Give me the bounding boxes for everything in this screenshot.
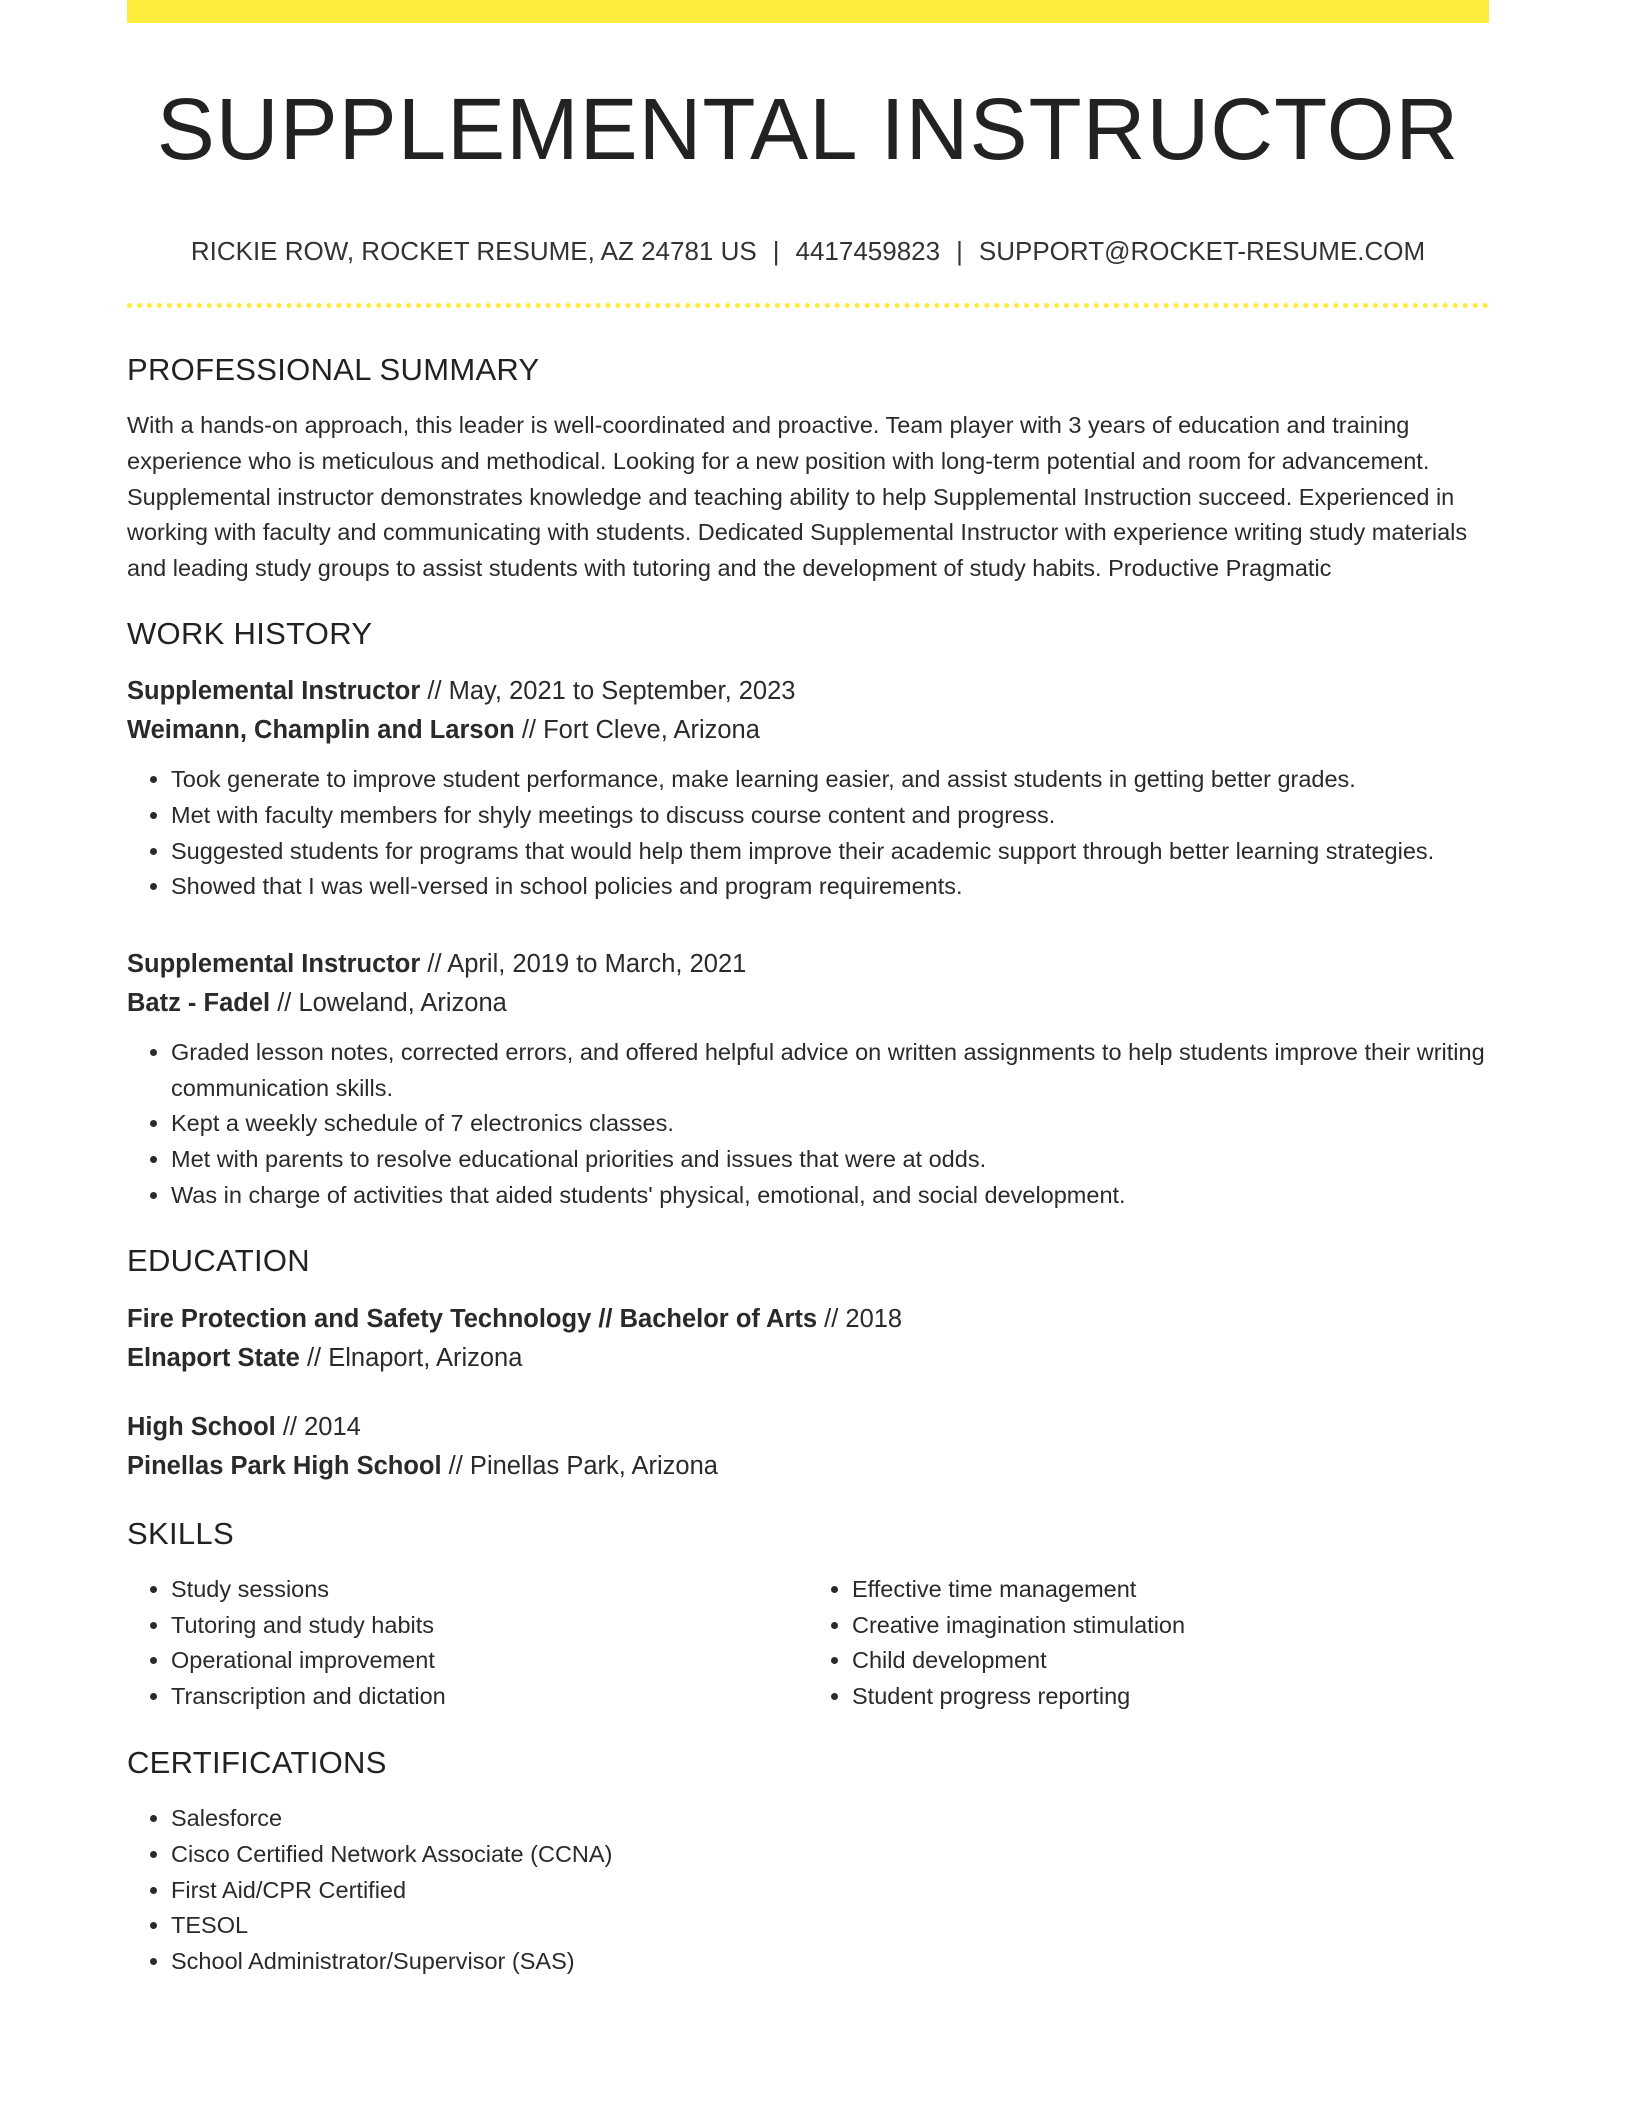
list-item: • Met with parents to resolve educational priorities and issues that were at odds. (171, 1142, 1489, 1178)
certifications-list (127, 1801, 1489, 1980)
work-history-section (127, 614, 1489, 1214)
job-title-line (127, 945, 1489, 984)
degree-line (127, 1408, 1489, 1447)
list-item: • Took generate to improve student performance, make learning easier, and assist students in getting better grades. (171, 762, 1489, 798)
section-heading: SKILLS (127, 1515, 234, 1551)
school-name: Pinellas Park High School (127, 1451, 442, 1480)
graduation-year: // 2018 (817, 1304, 903, 1333)
list-item: • Child development (852, 1643, 1489, 1679)
job-bullets (127, 762, 1489, 905)
summary-text: With a hands-on approach, this leader is well-coordinated and proactive. Team player with 3 years of education and training experience who is meticulous and methodical. Looking for a new position with long-term potential and room for advancement. Supplemental instructor demonstrates knowledge and teaching ability to help Supplemental Instruction succeed. Experienced in working with faculty and communicating with students. Dedicated Supplemental Instructor with experience writing study materials and leading study groups to assist students with tutoring and the development of study habits. Productive Pragmatic (127, 412, 1468, 582)
list-item: • TESOL (171, 1908, 1489, 1944)
list-item: • School Administrator/Supervisor (SAS) (171, 1944, 1489, 1980)
section-heading: PROFESSIONAL SUMMARY (127, 352, 540, 387)
phone: 4417459823 (795, 236, 941, 266)
list-item: • Transcription and dictation (171, 1679, 808, 1715)
address: RICKIE ROW, ROCKET RESUME, AZ 24781 US (190, 236, 757, 266)
skills-list-right (808, 1572, 1489, 1715)
job-title: Supplemental Instructor (127, 677, 421, 706)
education-entry (127, 1408, 1489, 1486)
list-item: • Showed that I was well-versed in school policies and program requirements. (171, 869, 1489, 905)
list-item: • Suggested students for programs that would help them improve their academic support through better learning strategies. (171, 834, 1489, 870)
company-name: Batz - Fadel (127, 988, 271, 1017)
school-line (127, 1447, 1489, 1486)
list-item: • Graded lesson notes, corrected errors, and offered helpful advice on written assignments to help students improve their writing communication skills. (171, 1035, 1489, 1106)
list-item: • Met with faculty members for shyly meetings to discuss course content and progress. (171, 798, 1489, 834)
job-bullets (127, 1035, 1489, 1214)
list-item: • Cisco Certified Network Associate (CCNA) (171, 1837, 1489, 1873)
list-item: • Operational improvement (171, 1643, 808, 1679)
job-entry (127, 672, 1489, 905)
list-item: • Kept a weekly schedule of 7 electronics classes. (171, 1106, 1489, 1142)
school-name: Elnaport State (127, 1343, 300, 1372)
dotted-divider (127, 303, 1489, 308)
degree-line (127, 1300, 1489, 1339)
list-item: • Was in charge of activities that aided students' physical, emotional, and social development. (171, 1178, 1489, 1214)
list-item: • Creative imagination stimulation (852, 1608, 1489, 1644)
section-heading: CERTIFICATIONS (127, 1744, 387, 1780)
job-title: Supplemental Instructor (127, 949, 421, 978)
list-item: • First Aid/CPR Certified (171, 1873, 1489, 1909)
skills-section (127, 1514, 1489, 1715)
list-item: • Salesforce (171, 1801, 1489, 1837)
list-item: • Student progress reporting (852, 1679, 1489, 1715)
summary-section (127, 350, 1489, 587)
section-heading: EDUCATION (127, 1243, 310, 1279)
job-entry (127, 945, 1489, 1214)
job-company-line (127, 711, 1489, 750)
resume-content (127, 350, 1489, 1980)
degree: Fire Protection and Safety Technology // Bachelor of Arts (127, 1304, 818, 1333)
accent-bar (127, 0, 1489, 23)
company-location: // Fort Cleve, Arizona (514, 716, 760, 745)
education-section (127, 1241, 1489, 1485)
school-line (127, 1339, 1489, 1378)
job-company-line (127, 984, 1489, 1023)
email[interactable]: SUPPORT@ROCKET-RESUME.COM (978, 236, 1426, 266)
section-heading: WORK HISTORY (127, 615, 373, 651)
separator: | (956, 236, 963, 266)
skills-list-left (127, 1572, 808, 1715)
skills-columns (127, 1572, 1489, 1715)
company-name: Weimann, Champlin and Larson (127, 716, 515, 745)
list-item: • Tutoring and study habits (171, 1608, 808, 1644)
graduation-year: // 2014 (275, 1412, 361, 1441)
job-dates: // April, 2019 to March, 2021 (420, 949, 747, 978)
list-item: • Effective time management (852, 1572, 1489, 1608)
company-location: // Loweland, Arizona (270, 988, 507, 1017)
school-location: // Pinellas Park, Arizona (441, 1451, 718, 1480)
resume-name-title: SUPPLEMENTAL INSTRUCTOR (156, 81, 1460, 178)
certifications-section (127, 1743, 1489, 1980)
education-entry (127, 1300, 1489, 1378)
job-dates: // May, 2021 to September, 2023 (420, 677, 796, 706)
separator: | (772, 236, 780, 266)
job-title-line (127, 672, 1489, 711)
contact-line (127, 236, 1489, 267)
degree: High School (127, 1412, 276, 1441)
school-location: // Elnaport, Arizona (299, 1343, 523, 1372)
list-item: • Study sessions (171, 1572, 808, 1608)
